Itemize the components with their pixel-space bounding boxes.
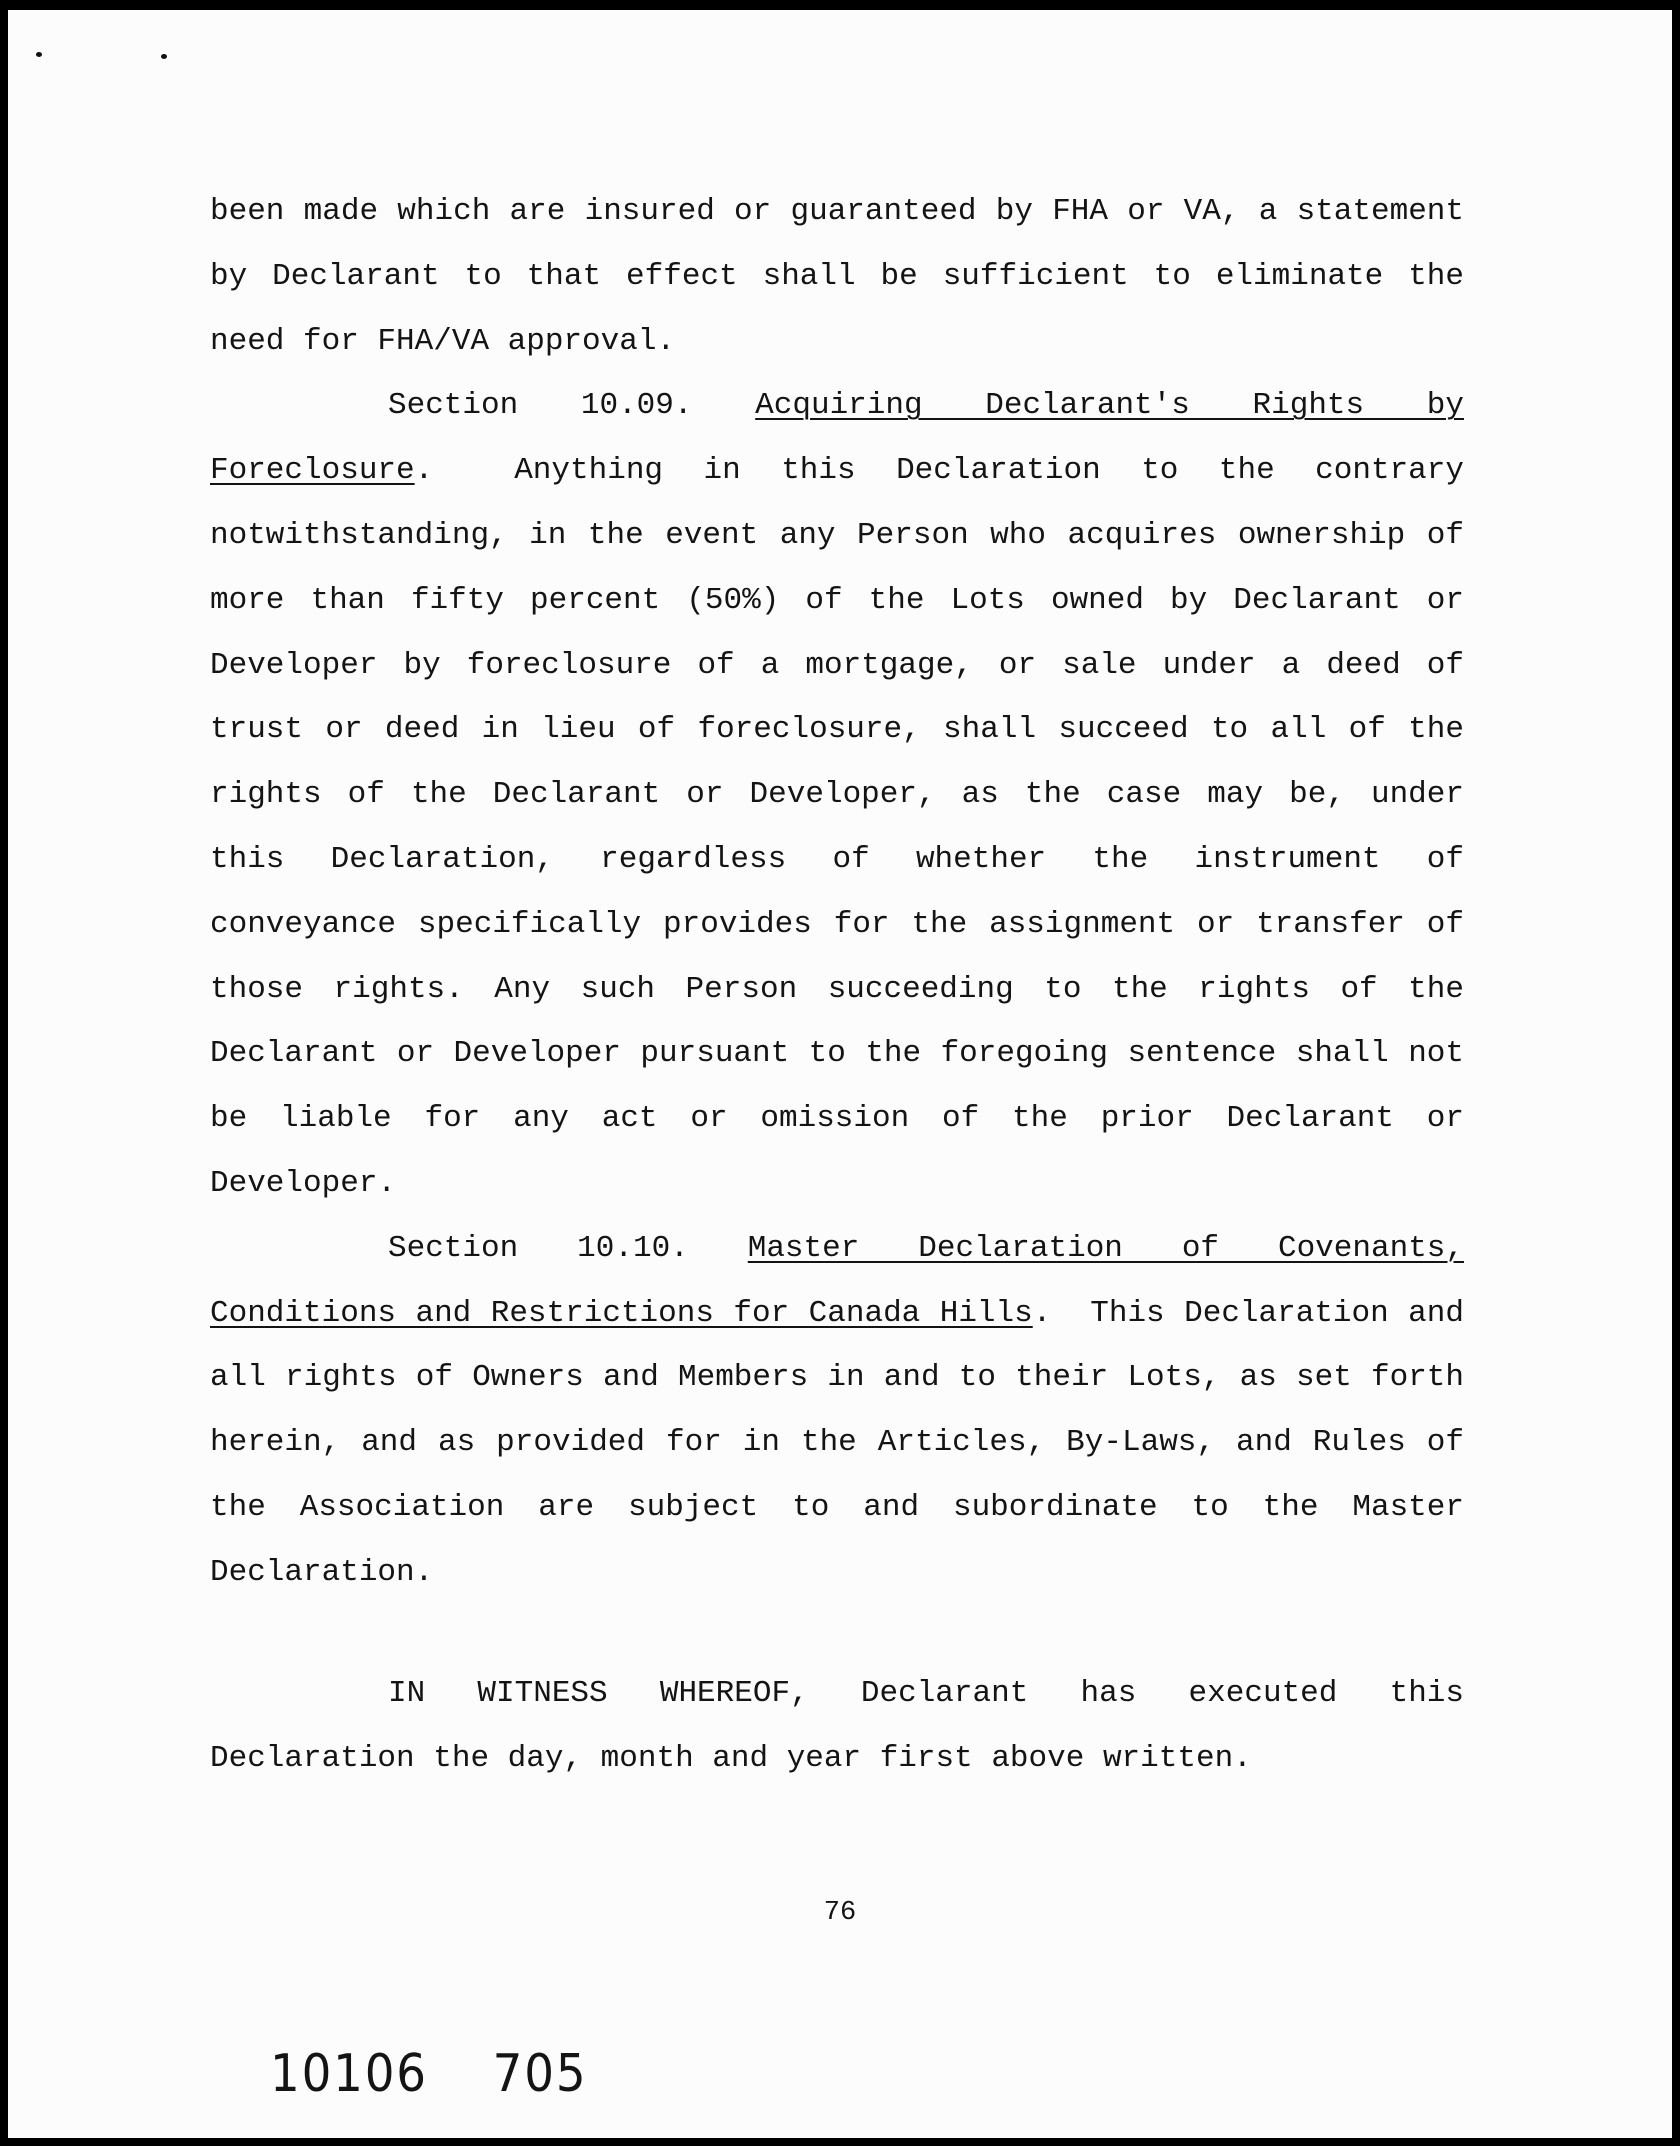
page-number: 76 (823, 1898, 857, 1928)
section-10-09-number: Section 10.09. (388, 388, 693, 424)
body-text-bottom (210, 1662, 1464, 1792)
recording-page-number: 705 (492, 2044, 588, 2104)
section-10-09-body: Anything in this Declaration to the contrary notwithstanding, in the event any Person who acquires ownership of more than fifty percent (50%) of the Lots owned by Declarant or Developer by foreclosure of a mortgage, or sale under a deed of trust or deed in lieu of foreclosure, shall succeed to all of the rights of the Declarant or Developer, as the case may be, under this Declaration, regardless of whether the instrument of conveyance specifically provides for the assignment or transfer of those rights. Any such Person succeeding to the rights of the Declarant or Developer pursuant to the foregoing sentence shall not be liable for any act or omission of the prior Declarant or Developer. (210, 453, 1464, 1201)
recording-stamp (270, 2044, 587, 2104)
section-10-10-number: Section 10.10. (388, 1230, 689, 1266)
scan-speck (36, 52, 42, 57)
section-10-09-paragraph: Section 10.09. Acquiring Declarant's Rights by Foreclosure. Anything in this Declaration to the contrary notwithstanding, in the event any Person who acquires ownership of more than fifty percent (50%) of the Lots owned by Declarant or Developer by foreclosure of a mortgage, or sale under a deed of trust or deed in lieu of foreclosure, shall succeed to all of the rights of the Declarant or Developer, as the case may be, under this Declaration, regardless of whether the instrument of conveyance specifically provides for the assignment or transfer of those rights. Any such Person succeeding to the rights of the Declarant or Developer pursuant to the foregoing sentence shall not be liable for any act or omission of the prior Declarant or Developer. (210, 388, 1464, 1201)
body-text-top (210, 180, 1464, 1606)
carryover-paragraph: been made which are insured or guaranteed by FHA or VA, a statement by Declarant to that effect shall be sufficient to eliminate the need for FHA/VA approval. (210, 194, 1464, 359)
section-10-10-body: This Declaration and all rights of Owners and Members in and to their Lots, as set forth herein, and as provided for in the Articles, By-Laws, and Rules of the Association are subject to and subordinate to the Master Declaration. (210, 1295, 1464, 1590)
section-10-09-title: Acquiring Declarant's Rights by Foreclosure (210, 388, 1464, 489)
recording-book-number: 10106 (270, 2044, 428, 2104)
section-10-10-paragraph: Section 10.10. Master Declaration of Covenants, Conditions and Restrictions for Canada Hills. This Declaration and all rights of Owners and Members in and to their Lots, as set forth herein, and as provided for in the Articles, By-Laws, and Rules of the Association are subject to and subordinate to the Master Declaration. (210, 1230, 1464, 1590)
witness-clause: IN WITNESS WHEREOF, Declarant has executed this Declaration the day, month and year first above written. (210, 1676, 1464, 1776)
scan-speck (161, 54, 167, 59)
section-10-10-title: Master Declaration of Covenants, Conditions and Restrictions for Canada Hills (210, 1230, 1464, 1331)
